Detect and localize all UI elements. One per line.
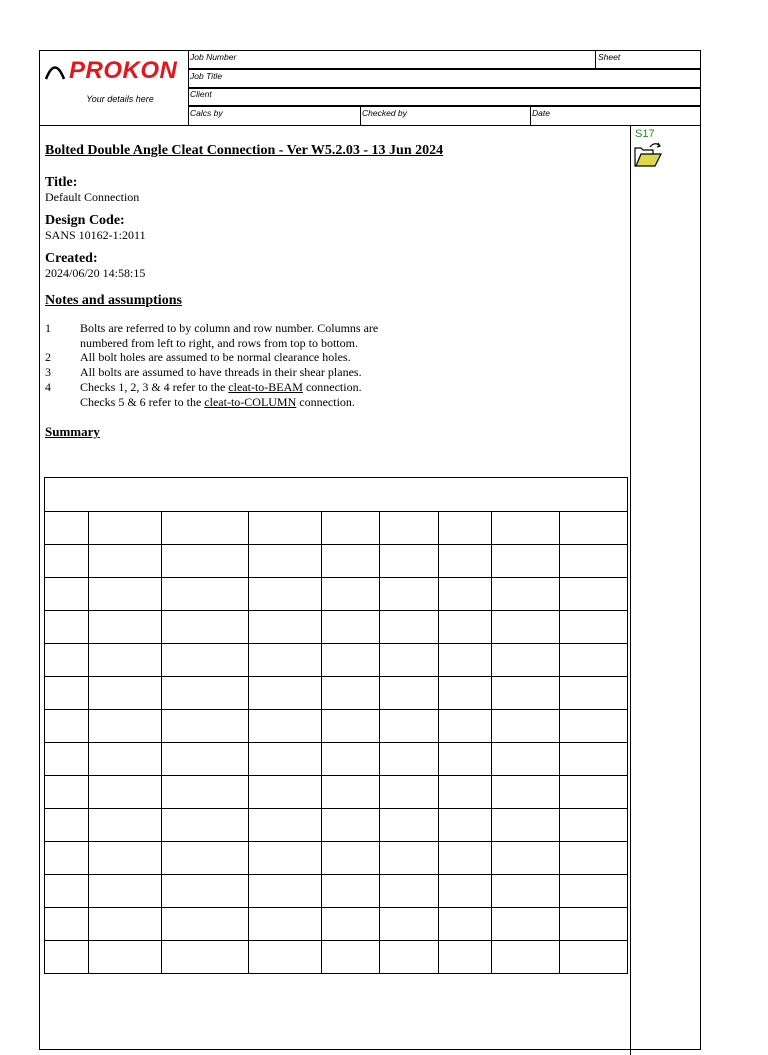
table-cell (439, 710, 492, 743)
table-cell (89, 941, 162, 974)
sidebar-divider (630, 125, 631, 1055)
table-cell (249, 677, 322, 710)
table-row (45, 941, 628, 974)
table-cell (45, 677, 89, 710)
design-code-label: Design Code: (45, 213, 125, 228)
table-cell (89, 842, 162, 875)
table-cell (322, 743, 380, 776)
table-cell (439, 578, 492, 611)
table-cell (560, 875, 628, 908)
job-number-label: Job Number (190, 52, 237, 62)
table-cell (89, 677, 162, 710)
table-cell (439, 809, 492, 842)
table-row (45, 710, 628, 743)
table-cell (439, 512, 492, 545)
table-cell (249, 512, 322, 545)
divider (360, 106, 361, 125)
table-row (45, 908, 628, 941)
table-cell (380, 875, 439, 908)
table-cell (492, 809, 560, 842)
created-label: Created: (45, 251, 98, 266)
table-cell (492, 677, 560, 710)
table-row (45, 875, 628, 908)
table-cell (45, 611, 89, 644)
note-line: Bolts are referred to by column and row number. Columns are (80, 321, 379, 335)
table-cell (249, 743, 322, 776)
note-text (80, 395, 355, 410)
title-label: Title: (45, 175, 78, 190)
table-cell (492, 545, 560, 578)
beam-link: cleat-to-BEAM (228, 379, 303, 394)
note-text-part: Checks 5 & 6 refer to the (80, 394, 205, 409)
title-value: Default Connection (45, 190, 140, 204)
summary-table (44, 477, 628, 974)
sheet-code: S17 (635, 128, 655, 140)
table-cell (249, 776, 322, 809)
list-item (45, 380, 625, 395)
table-cell (380, 578, 439, 611)
table-cell (560, 545, 628, 578)
table-cell (380, 545, 439, 578)
prokon-logo (44, 57, 177, 85)
table-cell (45, 842, 89, 875)
table-cell (162, 842, 249, 875)
table-cell (560, 809, 628, 842)
table-cell (162, 545, 249, 578)
table-cell (89, 512, 162, 545)
table-cell (439, 677, 492, 710)
list-item (45, 395, 625, 410)
sheet-label: Sheet (598, 52, 621, 62)
table-cell (380, 743, 439, 776)
table-cell (249, 545, 322, 578)
table-row (45, 776, 628, 809)
table-cell (322, 512, 380, 545)
table-cell (45, 875, 89, 908)
divider (530, 106, 531, 125)
sheet-header (40, 51, 700, 126)
table-header-row (45, 512, 628, 545)
table-row (45, 644, 628, 677)
table-cell (45, 710, 89, 743)
table-row (45, 842, 628, 875)
note-text: All bolt holes are assumed to be normal clearance holes. (80, 350, 351, 365)
table-cell (560, 710, 628, 743)
table-cell (89, 908, 162, 941)
table-cell (249, 578, 322, 611)
table-cell (380, 776, 439, 809)
table-cell (560, 677, 628, 710)
table-cell (322, 908, 380, 941)
note-number: 4 (45, 379, 51, 394)
table-cell (560, 941, 628, 974)
table-cell (249, 908, 322, 941)
main-title: Bolted Double Angle Cleat Connection - Ver W5.2.03 - 13 Jun 2024 (45, 143, 444, 158)
table-cell (322, 875, 380, 908)
table-cell (249, 611, 322, 644)
table-cell (162, 941, 249, 974)
divider (595, 51, 596, 69)
table-cell (439, 941, 492, 974)
table-cell (439, 611, 492, 644)
table-cell (89, 710, 162, 743)
divider (188, 106, 700, 107)
job-title-label: Job Title (190, 71, 223, 81)
table-cell (380, 611, 439, 644)
table-cell (249, 842, 322, 875)
note-number: 3 (45, 365, 51, 380)
job-title-row (188, 70, 700, 88)
notes-title: Notes and assumptions (45, 293, 182, 308)
table-cell (492, 512, 560, 545)
table-cell (380, 710, 439, 743)
table-cell (162, 743, 249, 776)
table-cell (380, 809, 439, 842)
table-cell (89, 545, 162, 578)
table-caption-cell (45, 478, 628, 512)
table-cell (249, 809, 322, 842)
table-cell (560, 908, 628, 941)
document-content (45, 141, 625, 440)
table-cell (380, 644, 439, 677)
note-text (80, 380, 362, 395)
table-cell (322, 545, 380, 578)
table-cell (560, 611, 628, 644)
table-cell (162, 776, 249, 809)
note-line: numbered from left to right, and rows from top to bottom. (80, 335, 358, 350)
table-cell (560, 743, 628, 776)
note-number-blank (45, 395, 80, 410)
date-label: Date (532, 108, 550, 118)
table-cell (322, 842, 380, 875)
table-cell (560, 512, 628, 545)
table-cell (439, 776, 492, 809)
table-cell (162, 611, 249, 644)
table-cell (89, 578, 162, 611)
table-cell (492, 776, 560, 809)
note-text-part: connection. (296, 394, 355, 409)
table-cell (492, 875, 560, 908)
table-cell (439, 545, 492, 578)
table-cell (380, 842, 439, 875)
table-cell (45, 908, 89, 941)
arch-icon (44, 62, 66, 80)
table-cell (162, 512, 249, 545)
table-cell (492, 941, 560, 974)
table-cell (162, 578, 249, 611)
table-cell (439, 875, 492, 908)
client-label: Client (190, 89, 212, 99)
list-item (45, 350, 625, 365)
table-cell (492, 908, 560, 941)
table-row (45, 743, 628, 776)
table-cell (249, 644, 322, 677)
table-cell (45, 578, 89, 611)
open-folder-icon[interactable] (633, 141, 663, 169)
notes-list (45, 321, 625, 409)
table-cell (439, 743, 492, 776)
table-cell (45, 776, 89, 809)
list-item (45, 321, 625, 350)
table-cell (45, 545, 89, 578)
table-cell (439, 842, 492, 875)
table-cell (89, 809, 162, 842)
table-row (45, 677, 628, 710)
table-row (45, 478, 628, 512)
table-cell (89, 776, 162, 809)
table-cell (162, 908, 249, 941)
table-cell (439, 644, 492, 677)
list-item (45, 365, 625, 380)
table-cell (380, 908, 439, 941)
table-cell (249, 875, 322, 908)
table-cell (322, 644, 380, 677)
table-cell (89, 743, 162, 776)
table-row (45, 809, 628, 842)
job-number-row (188, 51, 700, 69)
table-cell (249, 941, 322, 974)
table-cell (89, 644, 162, 677)
table-cell (492, 842, 560, 875)
company-details: Your details here (86, 94, 154, 104)
table-cell (560, 776, 628, 809)
table-cell (89, 875, 162, 908)
created-value: 2024/06/20 14:58:15 (45, 266, 146, 280)
note-text-part: Checks 1, 2, 3 & 4 refer to the (80, 379, 229, 394)
summary-title: Summary (45, 424, 100, 440)
column-link: cleat-to-COLUMN (204, 394, 297, 409)
table-cell (492, 710, 560, 743)
table-cell (322, 611, 380, 644)
table-cell (45, 743, 89, 776)
brand-name: PROKON (69, 57, 178, 84)
table-cell (560, 578, 628, 611)
note-number: 1 (45, 321, 51, 335)
table-row (45, 578, 628, 611)
table-cell (249, 710, 322, 743)
note-text (80, 321, 378, 350)
client-row (188, 88, 700, 106)
checked-by-label: Checked by (362, 108, 407, 118)
table-cell (560, 842, 628, 875)
table-cell (322, 941, 380, 974)
table-cell (162, 809, 249, 842)
table-cell (492, 743, 560, 776)
table-cell (89, 611, 162, 644)
table-cell (322, 677, 380, 710)
table-cell (380, 512, 439, 545)
table-cell (380, 941, 439, 974)
table-cell (322, 710, 380, 743)
table-cell (162, 644, 249, 677)
table-cell (45, 809, 89, 842)
table-cell (322, 578, 380, 611)
note-text-part: connection. (302, 379, 362, 394)
table-cell (45, 941, 89, 974)
calcs-by-label: Calcs by (190, 108, 223, 118)
design-code-value: SANS 10162-1:2011 (45, 228, 146, 242)
table-cell (322, 809, 380, 842)
calc-sheet (39, 50, 701, 1050)
table-cell (492, 611, 560, 644)
table-cell (162, 710, 249, 743)
table-cell (45, 644, 89, 677)
note-number: 2 (45, 350, 51, 365)
table-cell (492, 578, 560, 611)
table-cell (560, 644, 628, 677)
table-cell (492, 644, 560, 677)
table-cell (380, 677, 439, 710)
table-row (45, 611, 628, 644)
table-cell (162, 677, 249, 710)
note-text: All bolts are assumed to have threads in their shear planes. (80, 365, 362, 380)
logo-cell (40, 51, 189, 125)
table-row (45, 545, 628, 578)
table-cell (45, 512, 89, 545)
table-cell (439, 908, 492, 941)
table-cell (162, 875, 249, 908)
table-cell (322, 776, 380, 809)
